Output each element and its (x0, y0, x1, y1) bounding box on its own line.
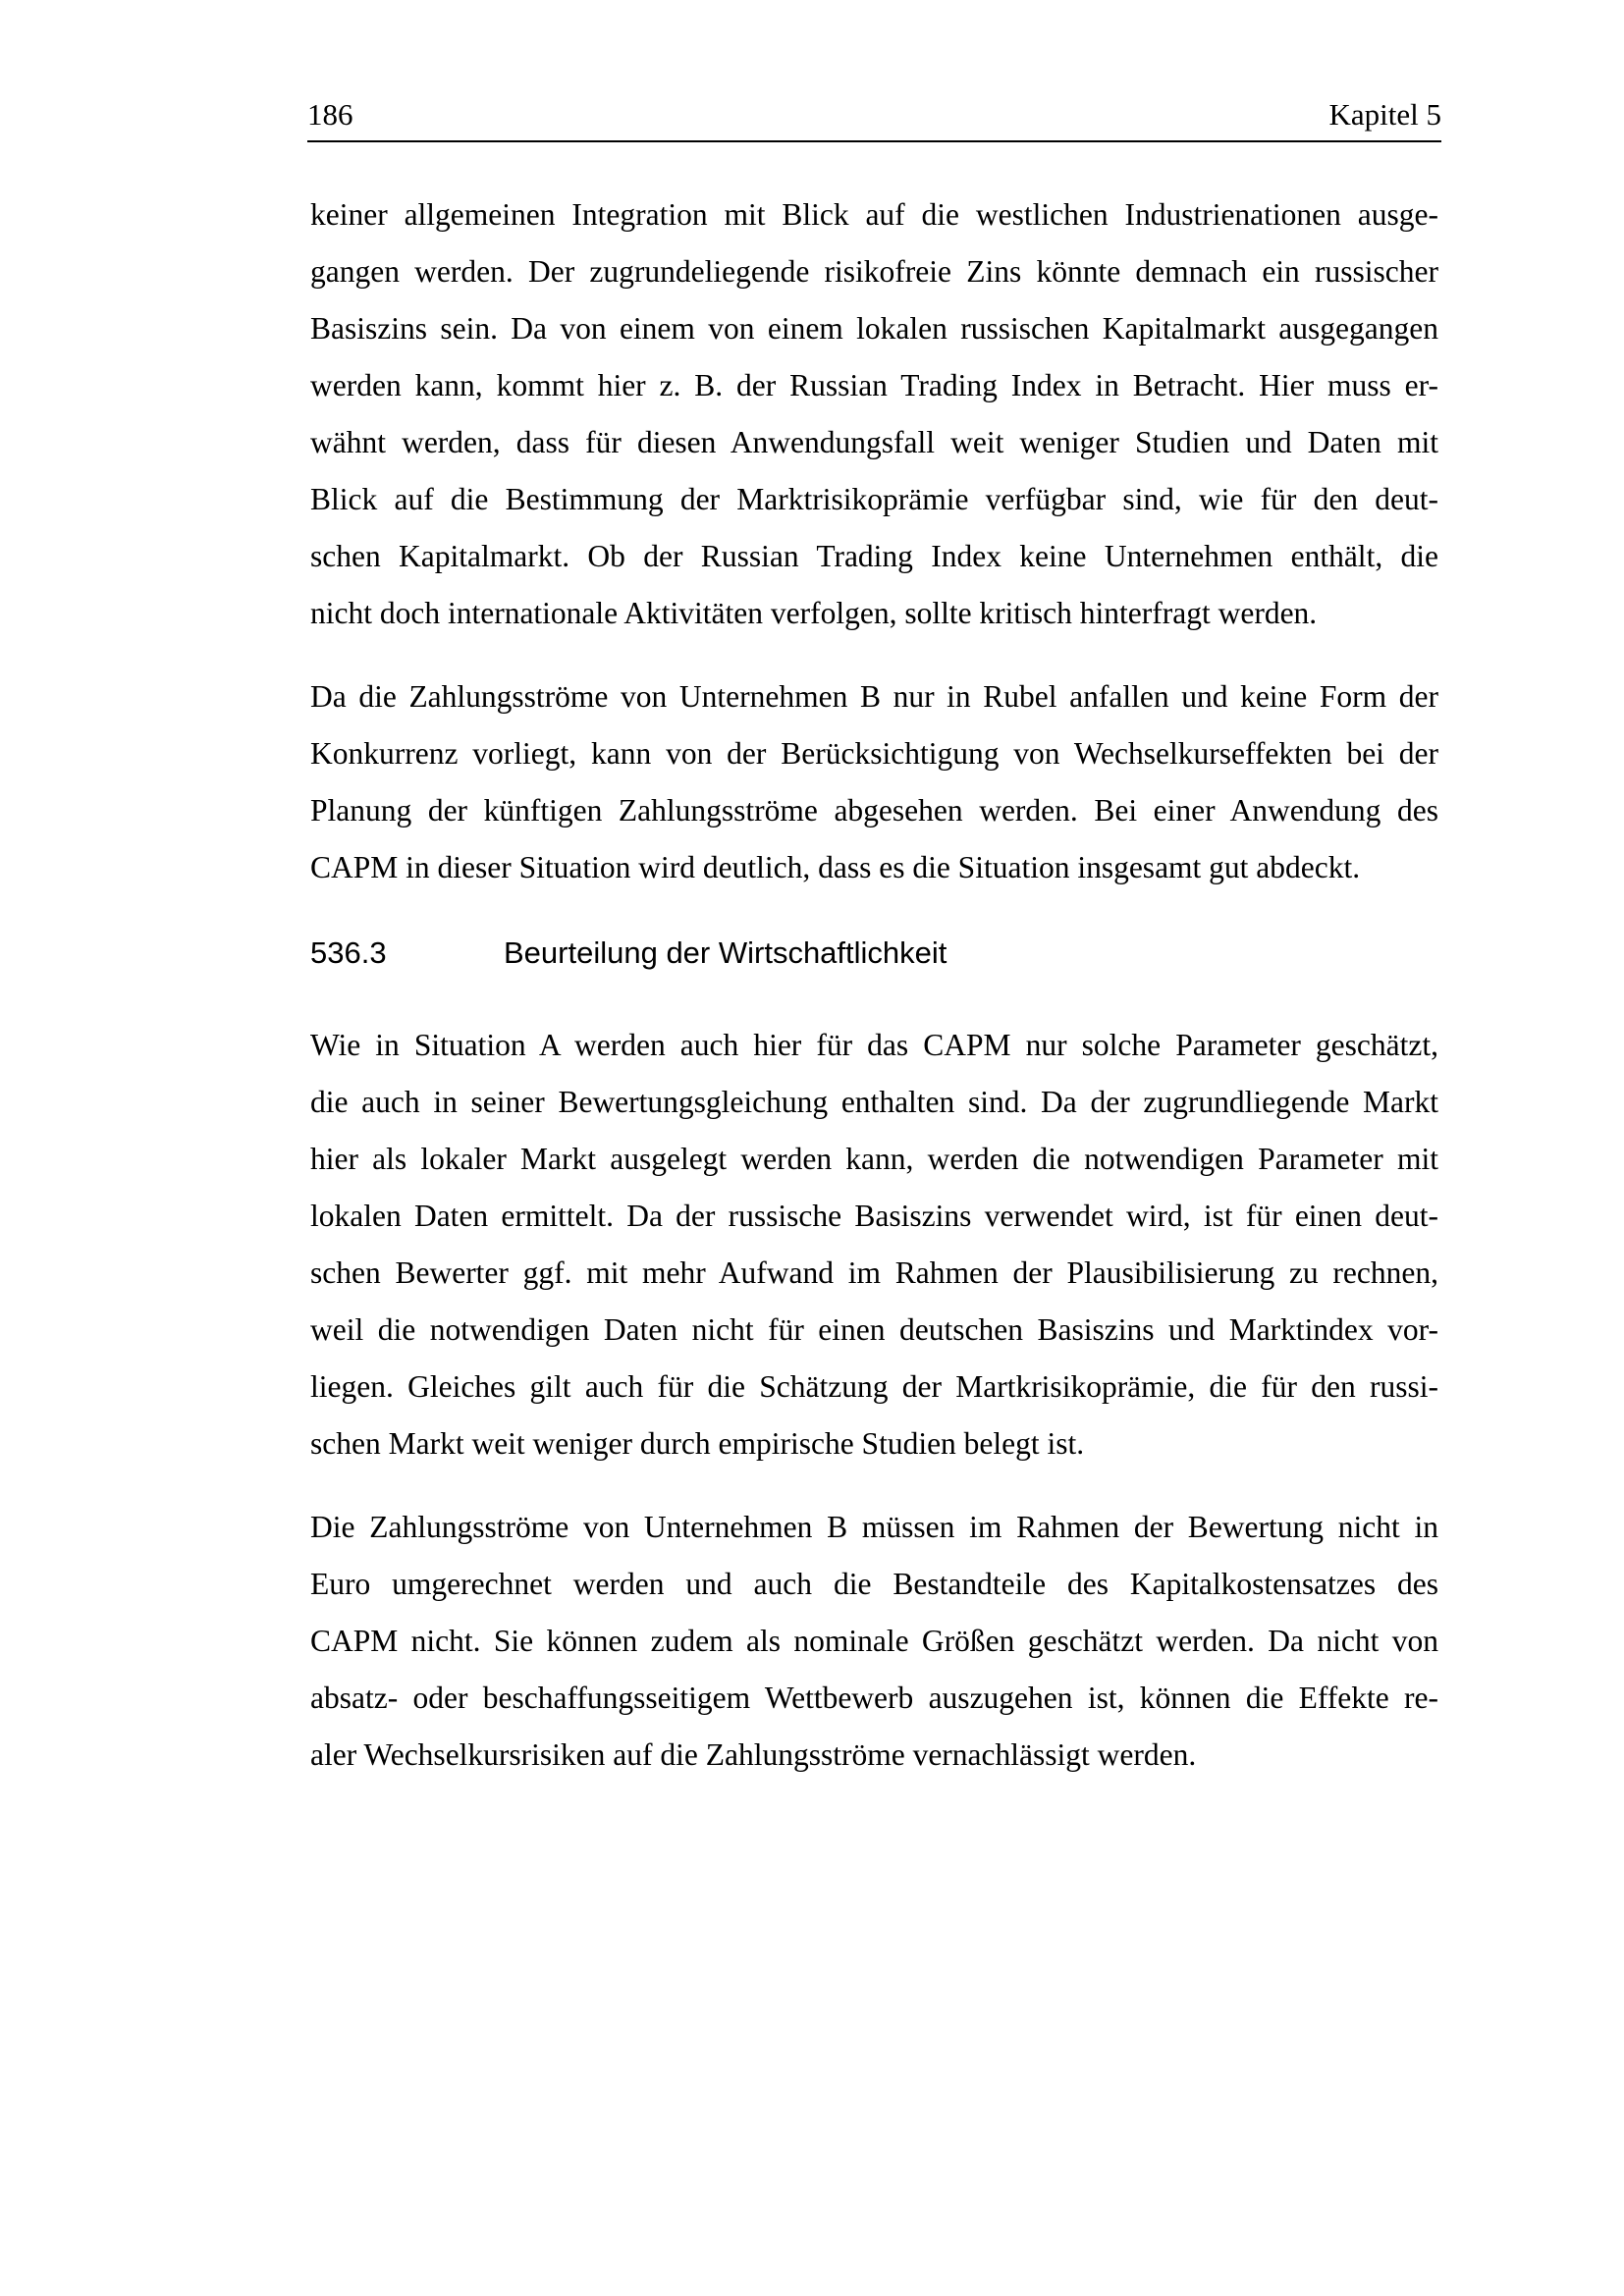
page-number: 186 (307, 97, 353, 132)
text-line: lokalen Daten ermittelt. Da der russische Basiszins verwendet wird, ist für einen deut- (310, 1199, 1438, 1233)
text-line: weil die notwendigen Daten nicht für einen deutschen Basiszins und Marktindex vor- (310, 1312, 1438, 1347)
paragraph-2 (310, 668, 1438, 896)
paragraph-4 (310, 1499, 1438, 1784)
text-line: gangen werden. Der zugrundeliegende risikofreie Zins könnte demnach ein russischer (310, 254, 1438, 289)
text-line: CAPM nicht. Sie können zudem als nominale Größen geschätzt werden. Da nicht von (310, 1624, 1438, 1658)
text-line: Konkurrenz vorliegt, kann von der Berücksichtigung von Wechselkurseffekten bei der (310, 736, 1438, 771)
text-line: Euro umgerechnet werden und auch die Bestandteile des Kapitalkostensatzes des (310, 1567, 1438, 1601)
paragraph-1 (310, 187, 1438, 642)
text-line: schen Kapitalmarkt. Ob der Russian Trading Index keine Unternehmen enthält, die (310, 539, 1438, 573)
text-line: Da die Zahlungsströme von Unternehmen B nur in Rubel anfallen und keine Form der (310, 679, 1438, 714)
text-line: werden kann, kommt hier z. B. der Russian Trading Index in Betracht. Hier muss er- (310, 368, 1438, 402)
section-heading (310, 931, 947, 976)
text-line: schen Bewerter ggf. mit mehr Aufwand im Rahmen der Plausibilisierung zu rechnen, (310, 1255, 1438, 1290)
text-line: Die Zahlungsströme von Unternehmen B müssen im Rahmen der Bewertung nicht in (310, 1510, 1438, 1544)
text-line: nicht doch internationale Aktivitäten verfolgen, sollte kritisch hinterfragt werden. (310, 596, 1318, 630)
text-line: aler Wechselkursrisiken auf die Zahlungsströme vernachlässigt werden. (310, 1737, 1197, 1772)
text-line: liegen. Gleiches gilt auch für die Schätzung der Martkrisikoprämie, die für den russi- (310, 1369, 1438, 1404)
text-line: schen Markt weit weniger durch empirische Studien belegt ist. (310, 1426, 1085, 1461)
page-header (307, 95, 1441, 142)
text-line: wähnt werden, dass für diesen Anwendungsfall weit weniger Studien und Daten mit (310, 425, 1438, 459)
section-number: 536.3 (310, 935, 387, 970)
paragraph-3 (310, 1017, 1438, 1472)
text-line: Blick auf die Bestimmung der Marktrisikoprämie verfügbar sind, wie für den deut- (310, 482, 1438, 516)
text-line: keiner allgemeinen Integration mit Blick auf die westlichen Industrienationen ausge- (310, 197, 1438, 232)
text-line: Basiszins sein. Da von einem von einem lokalen russischen Kapitalmarkt ausgegangen (310, 311, 1438, 346)
text-line: hier als lokaler Markt ausgelegt werden kann, werden die notwendigen Parameter mit (310, 1142, 1438, 1176)
section-title: Beurteilung der Wirtschaftlichkeit (504, 935, 947, 970)
text-line: Planung der künftigen Zahlungsströme abgesehen werden. Bei einer Anwendung des (310, 793, 1438, 828)
text-line: CAPM in dieser Situation wird deutlich, dass es die Situation insgesamt gut abdeckt. (310, 850, 1361, 884)
text-line: die auch in seiner Bewertungsgleichung enthalten sind. Da der zugrundliegende Markt (310, 1085, 1438, 1119)
text-line: Wie in Situation A werden auch hier für das CAPM nur solche Parameter geschätzt, (310, 1028, 1438, 1062)
chapter-label: Kapitel 5 (1328, 97, 1441, 132)
text-line: absatz- oder beschaffungsseitigem Wettbewerb auszugehen ist, können die Effekte re- (310, 1681, 1438, 1715)
